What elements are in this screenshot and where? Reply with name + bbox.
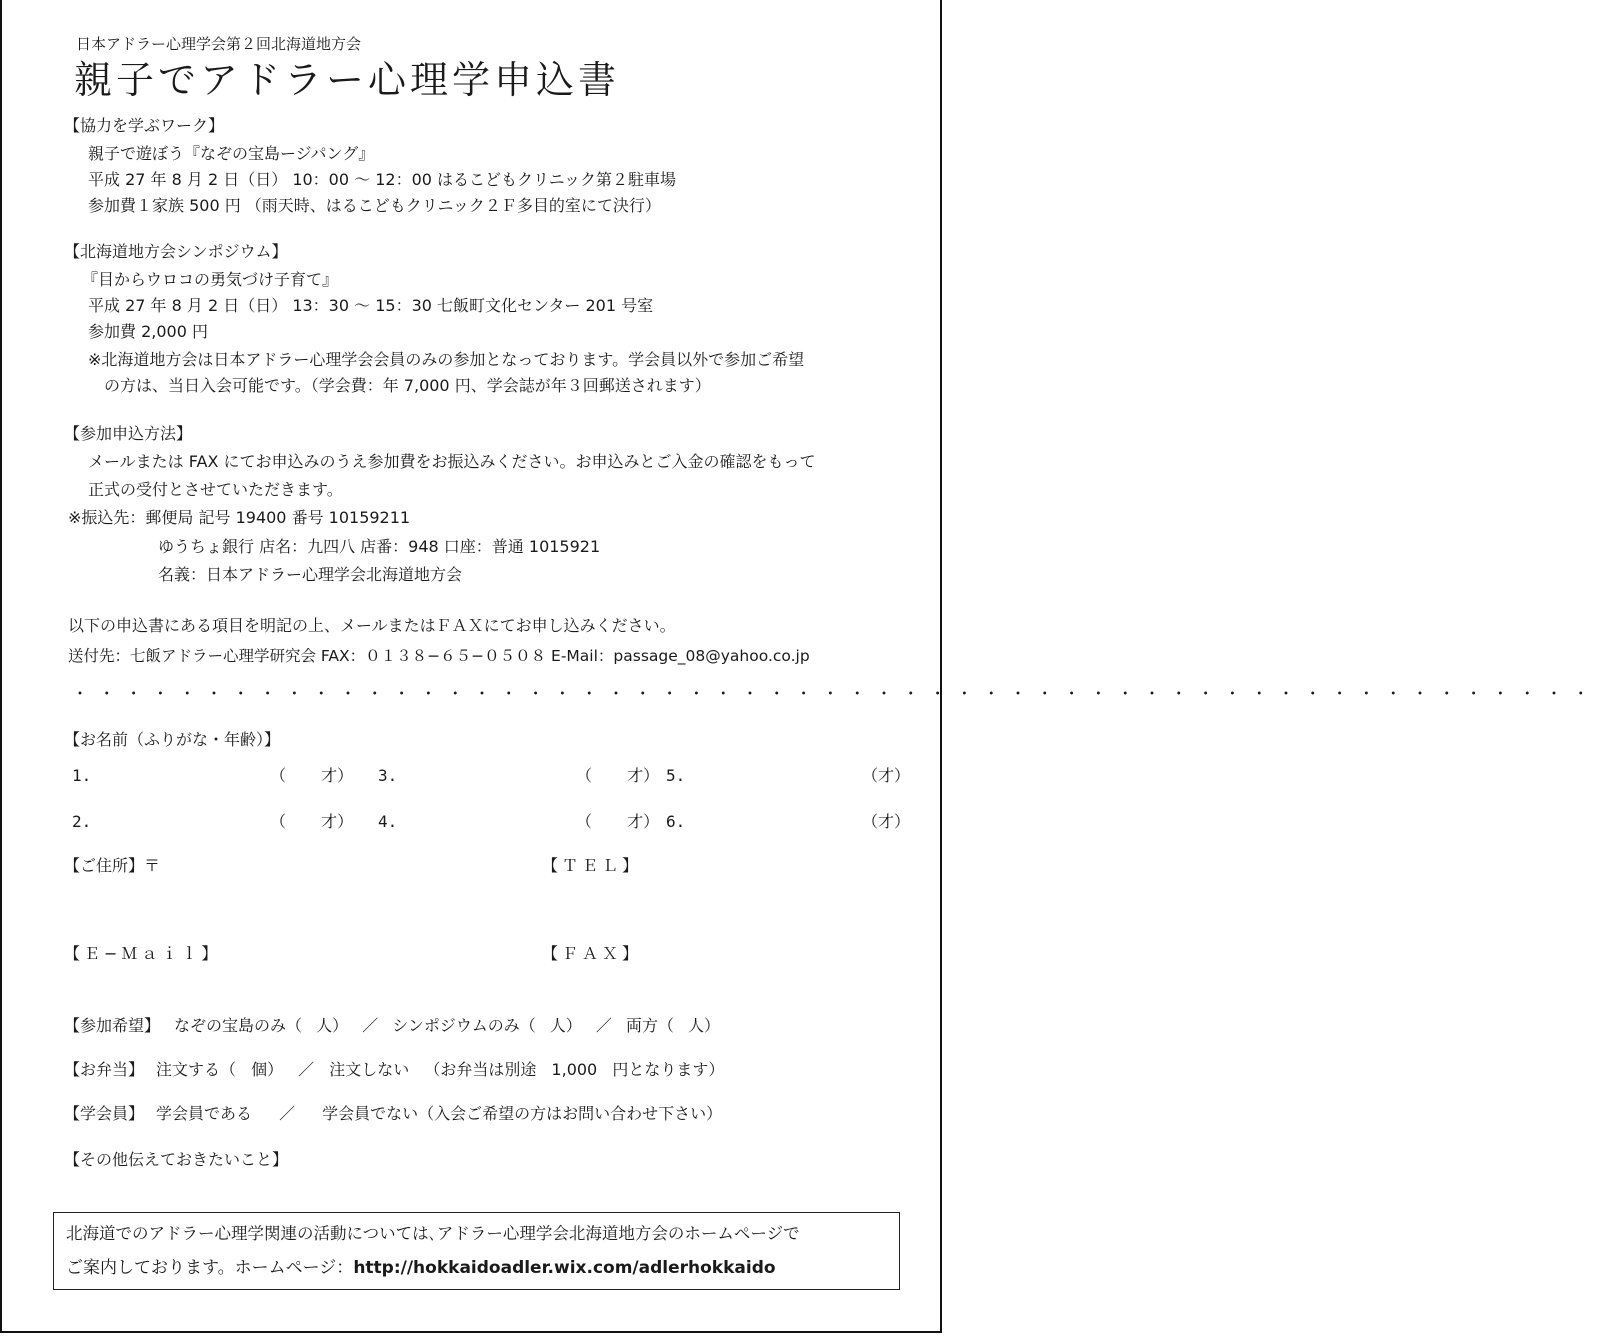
other-heading: 【その他伝えておきたいこと】	[64, 1150, 289, 1169]
symposium-line: 『目からウロコの勇気づけ子育て』	[82, 270, 339, 289]
name-1-label: 1.	[72, 766, 92, 785]
age-3-field[interactable]: （ 才）	[576, 766, 660, 785]
homepage-notice-line	[66, 1257, 776, 1279]
workshop-line: 平成 27 年 8 月 2 日（日） 10：00 ～ 12：00 はるこどもクリニック第２駐車場	[88, 170, 677, 189]
application-line: 正式の受付とさせていただきます。	[88, 480, 343, 499]
transfer-line: ※振込先：郵便局 記号 19400 番号 10159211	[68, 508, 411, 527]
fax-label: 【ＦＡＸ】	[542, 944, 643, 963]
age-6-field[interactable]: （才）	[862, 812, 911, 831]
name-3-label: 3.	[378, 766, 398, 785]
workshop-line: 参加費１家族 500 円 （雨天時、はるこどもクリニック２Ｆ多目的室にて決行）	[88, 196, 661, 215]
homepage-notice-line: 北海道でのアドラー心理学関連の活動については､アドラー心理学会北海道地方会のホームページで	[66, 1224, 800, 1243]
lunch-options[interactable]: 注文する（ 個） ／ 注文しない （お弁当は別途 1,000 円となります）	[156, 1060, 725, 1079]
symposium-heading: 【北海道地方会シンポジウム】	[64, 242, 288, 261]
names-heading: 【お名前（ふりがな・年齢）】	[64, 730, 281, 749]
participation-options[interactable]: なぞの宝島のみ（ 人） ／ シンポジウムのみ（ 人） ／ 両方（ 人）	[174, 1016, 721, 1035]
age-5-field[interactable]: （才）	[862, 766, 911, 785]
email-label: 【Ｅ−Ｍａｉｌ】	[64, 944, 222, 963]
transfer-line: 名義：日本アドラー心理学会北海道地方会	[158, 565, 463, 584]
cut-line: ・・・・・・・・・・・・・・・・・・・・・・・・・・・・・・・・・・・・・・・・・・・・・・・・・・・・・・・・・	[72, 684, 1600, 703]
name-2-label: 2.	[72, 812, 92, 831]
member-heading: 【学会員】	[64, 1104, 145, 1123]
transfer-line: ゆうちょ銀行 店名：九四八 店番：948 口座：普通 1015921	[158, 537, 601, 556]
name-5-label: 5.	[666, 766, 686, 785]
symposium-note: ※北海道地方会は日本アドラー心理学会会員のみの参加となっております。学会員以外で参加ご希望	[88, 350, 805, 369]
name-4-label: 4.	[378, 812, 398, 831]
application-line: メールまたは FAX にてお申込みのうえ参加費をお振込みください。お申込みとご入金の確認をもって	[88, 452, 816, 471]
age-2-field[interactable]: （ 才）	[270, 812, 354, 831]
lunch-heading: 【お弁当】	[64, 1060, 145, 1079]
member-options[interactable]: 学会員である ／ 学会員でない（入会ご希望の方はお問い合わせ下さい）	[156, 1104, 723, 1123]
name-6-label: 6.	[666, 812, 686, 831]
page-title: 親子でアドラー心理学申込書	[74, 58, 621, 102]
age-4-field[interactable]: （ 才）	[576, 812, 660, 831]
contact-line: 送付先：七飯アドラー心理学研究会 FAX：０１３８−６５−０５０８ E-Mail：passage_08@yahoo.co.jp	[68, 647, 810, 665]
symposium-line: 参加費 2,000 円	[88, 322, 208, 341]
age-1-field[interactable]: （ 才）	[270, 766, 354, 785]
participation-heading: 【参加希望】	[64, 1016, 161, 1035]
workshop-line: 親子で遊ぼう『なぞの宝島ージパング』	[88, 144, 375, 163]
workshop-heading: 【協力を学ぶワーク】	[64, 116, 225, 135]
supertitle: 日本アドラー心理学会第２回北海道地方会	[76, 35, 362, 53]
address-label: 【ご住所】〒	[64, 856, 161, 875]
homepage-url-link[interactable]: http://hokkaidoadler.wix.com/adlerhokkaido	[353, 1258, 776, 1278]
homepage-prefix: ご案内しております。ホームページ：	[66, 1258, 354, 1278]
tel-label: 【ＴＥＬ】	[542, 856, 643, 875]
instructions-line: 以下の申込書にある項目を明記の上、メールまたはＦＡＸにてお申し込みください。	[68, 616, 676, 635]
homepage-notice-box	[53, 1212, 900, 1290]
symposium-note: の方は、当日入会可能です。（学会費：年 7,000 円、学会誌が年３回郵送されます）	[104, 376, 711, 395]
application-heading: 【参加申込方法】	[64, 424, 193, 443]
symposium-line: 平成 27 年 8 月 2 日（日） 13：30 ～ 15：30 七飯町文化センター 201 号室	[88, 296, 654, 315]
